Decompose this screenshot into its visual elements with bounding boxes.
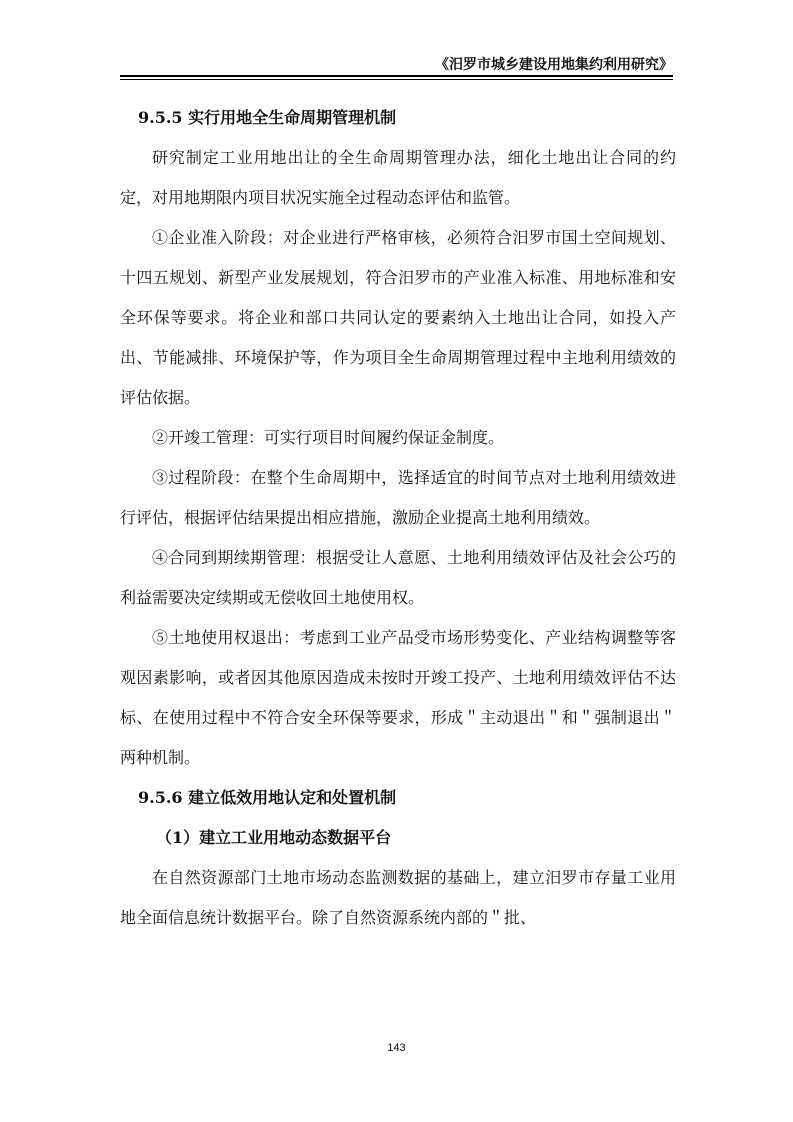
header-rule-thick [120, 75, 673, 77]
header-rule-thin [120, 79, 673, 80]
document-body [120, 98, 676, 938]
page-number: 143 [387, 1042, 406, 1054]
section-heading-9-5-6: 9.5.6 建立低效用地认定和处置机制 [138, 788, 397, 807]
section-heading-9-5-5: 9.5.5 实行用地全生命周期管理机制 [138, 108, 397, 127]
paragraph: ④合同到期续期管理：根据受让人意愿、土地利用绩效评估及社会公巧的利益需要决定续期或无偿收回土地使用权。 [120, 548, 676, 607]
paragraph: ⑤土地使用权退出：考虑到工业产品受市场形势变化、产业结构调整等客观因素影响，或者因其他原因造成未按时开竣工投产、土地利用绩效评估不达标、在使用过程中不符合安全环保等要求，形成＂主动退出＂和＂强制退出＂两种机制。 [120, 628, 676, 767]
header-title: 《汨罗市城乡建设用地集约利用研究》 [435, 57, 673, 73]
subsection-heading: （1）建立工业用地动态数据平台 [156, 828, 392, 847]
paragraph: ③过程阶段：在整个生命周期中，选择适宜的时间节点对土地利用绩效进行评估，根据评估结果提出相应措施，激励企业提高土地利用绩效。 [120, 468, 676, 527]
paragraph: 在自然资源部门土地市场动态监测数据的基础上，建立汨罗市存量工业用地全面信息统计数据平台。除了自然资源系统内部的＂批、 [120, 868, 676, 927]
paragraph: 研究制定工业用地出让的全生命周期管理办法，细化土地出让合同的约定，对用地期限内项目状况实施全过程动态评估和监管。 [120, 148, 676, 207]
paragraph: ②开竣工管理：可实行项目时间履约保证金制度。 [152, 428, 505, 447]
paragraph: ①企业准入阶段：对企业进行严格审核，必须符合汨罗市国土空间规划、十四五规划、新型产业发展规划，符合汨罗市的产业准入标准、用地标准和安全环保等要求。将企业和部口共同认定的要素纳入土地出让合同，如投入产出、节能减排、环境保护等，作为项目全生命周期管理过程中主地利用绩效的评估依据。 [120, 228, 676, 407]
